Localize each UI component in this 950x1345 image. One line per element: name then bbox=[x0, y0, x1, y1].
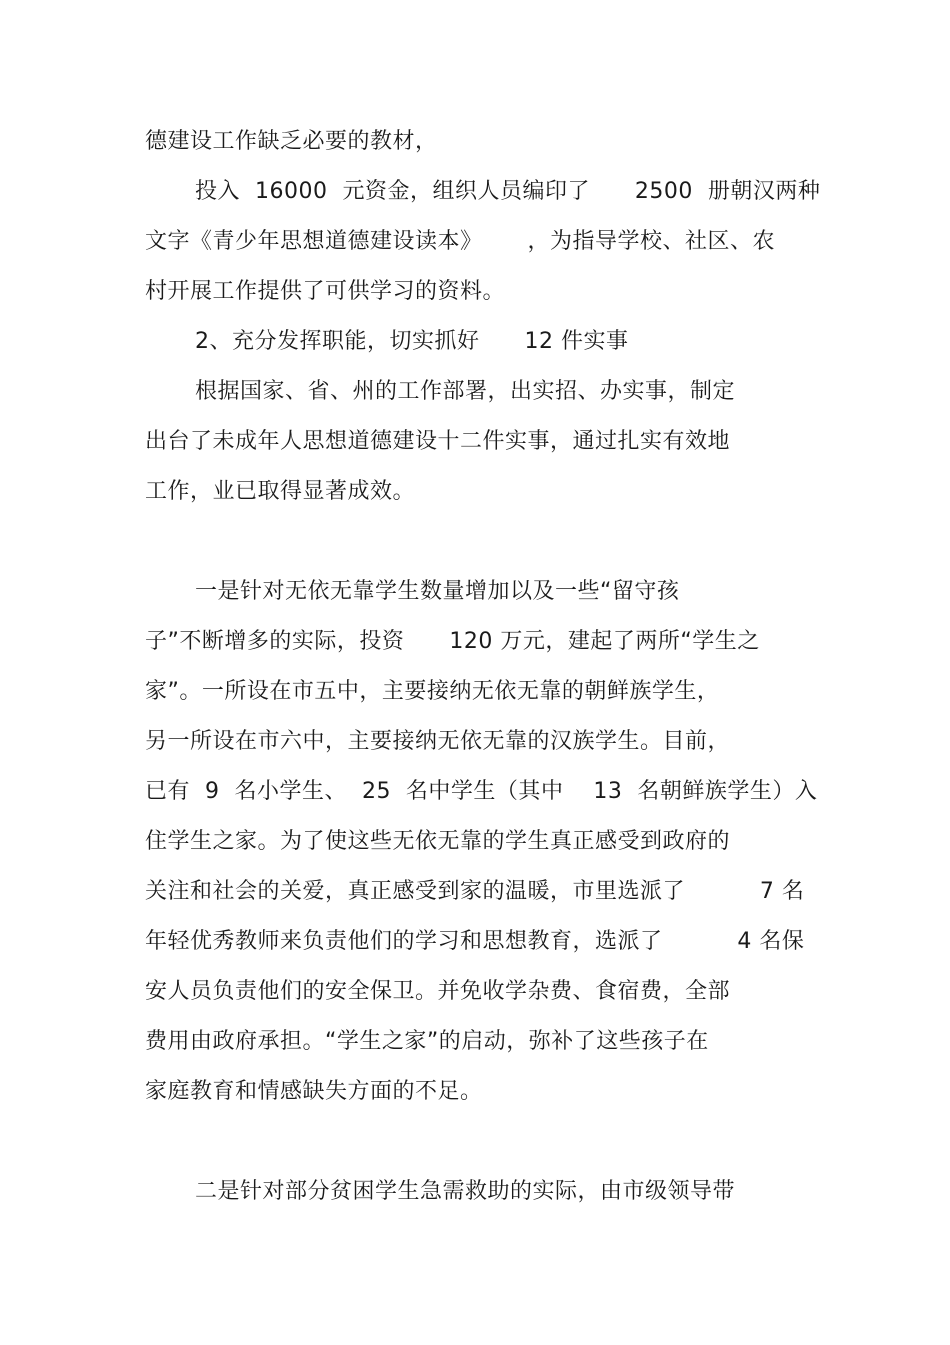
text-line: 费用由政府承担。“学生之家”的启动，弥补了这些孩子在 bbox=[145, 1029, 709, 1054]
text-line: 子”不断增多的实际，投资 120 万元，建起了两所“学生之 bbox=[145, 629, 760, 654]
text-line: 年轻优秀教师来负责他们的学习和思想教育，选派了 4 名保 bbox=[145, 929, 805, 954]
text-line: 另一所设在市六中，主要接纳无依无靠的汉族学生。目前， bbox=[145, 729, 731, 754]
text-line: 投入 16000 元资金，组织人员编印了 2500 册朝汉两种 bbox=[195, 179, 821, 204]
text-line: 出台了未成年人思想道德建设十二件实事，通过扎实有效地 bbox=[145, 429, 731, 454]
text-line: 二是针对部分贫困学生急需救助的实际，由市级领导带 bbox=[195, 1179, 736, 1204]
text-line: 家庭教育和情感缺失方面的不足。 bbox=[145, 1079, 483, 1104]
text-line: 文字《青少年思想道德建设读本》 ，为指导学校、社区、农 bbox=[145, 229, 775, 254]
text-line: 村开展工作提供了可供学习的资料。 bbox=[145, 279, 506, 304]
section-heading: 2、充分发挥职能，切实抓好 12 件实事 bbox=[195, 329, 629, 354]
text-line: 关注和社会的关爱，真正感受到家的温暖，市里选派了 7 名 bbox=[145, 879, 805, 904]
text-line: 德建设工作缺乏必要的教材， bbox=[145, 129, 438, 154]
text-line: 住学生之家。为了使这些无依无靠的学生真正感受到政府的 bbox=[145, 829, 731, 854]
text-line: 工作，业已取得显著成效。 bbox=[145, 479, 416, 504]
text-line: 一是针对无依无靠学生数量增加以及一些“留守孩 bbox=[195, 579, 680, 604]
text-line: 家”。一所设在市五中，主要接纳无依无靠的朝鲜族学生， bbox=[145, 679, 720, 704]
text-line: 已有 9 名小学生、 25 名中学生（其中 13 名朝鲜族学生）入 bbox=[145, 779, 818, 804]
text-line: 根据国家、省、州的工作部署，出实招、办实事，制定 bbox=[195, 379, 736, 404]
text-line: 安人员负责他们的安全保卫。并免收学杂费、食宿费，全部 bbox=[145, 979, 731, 1004]
